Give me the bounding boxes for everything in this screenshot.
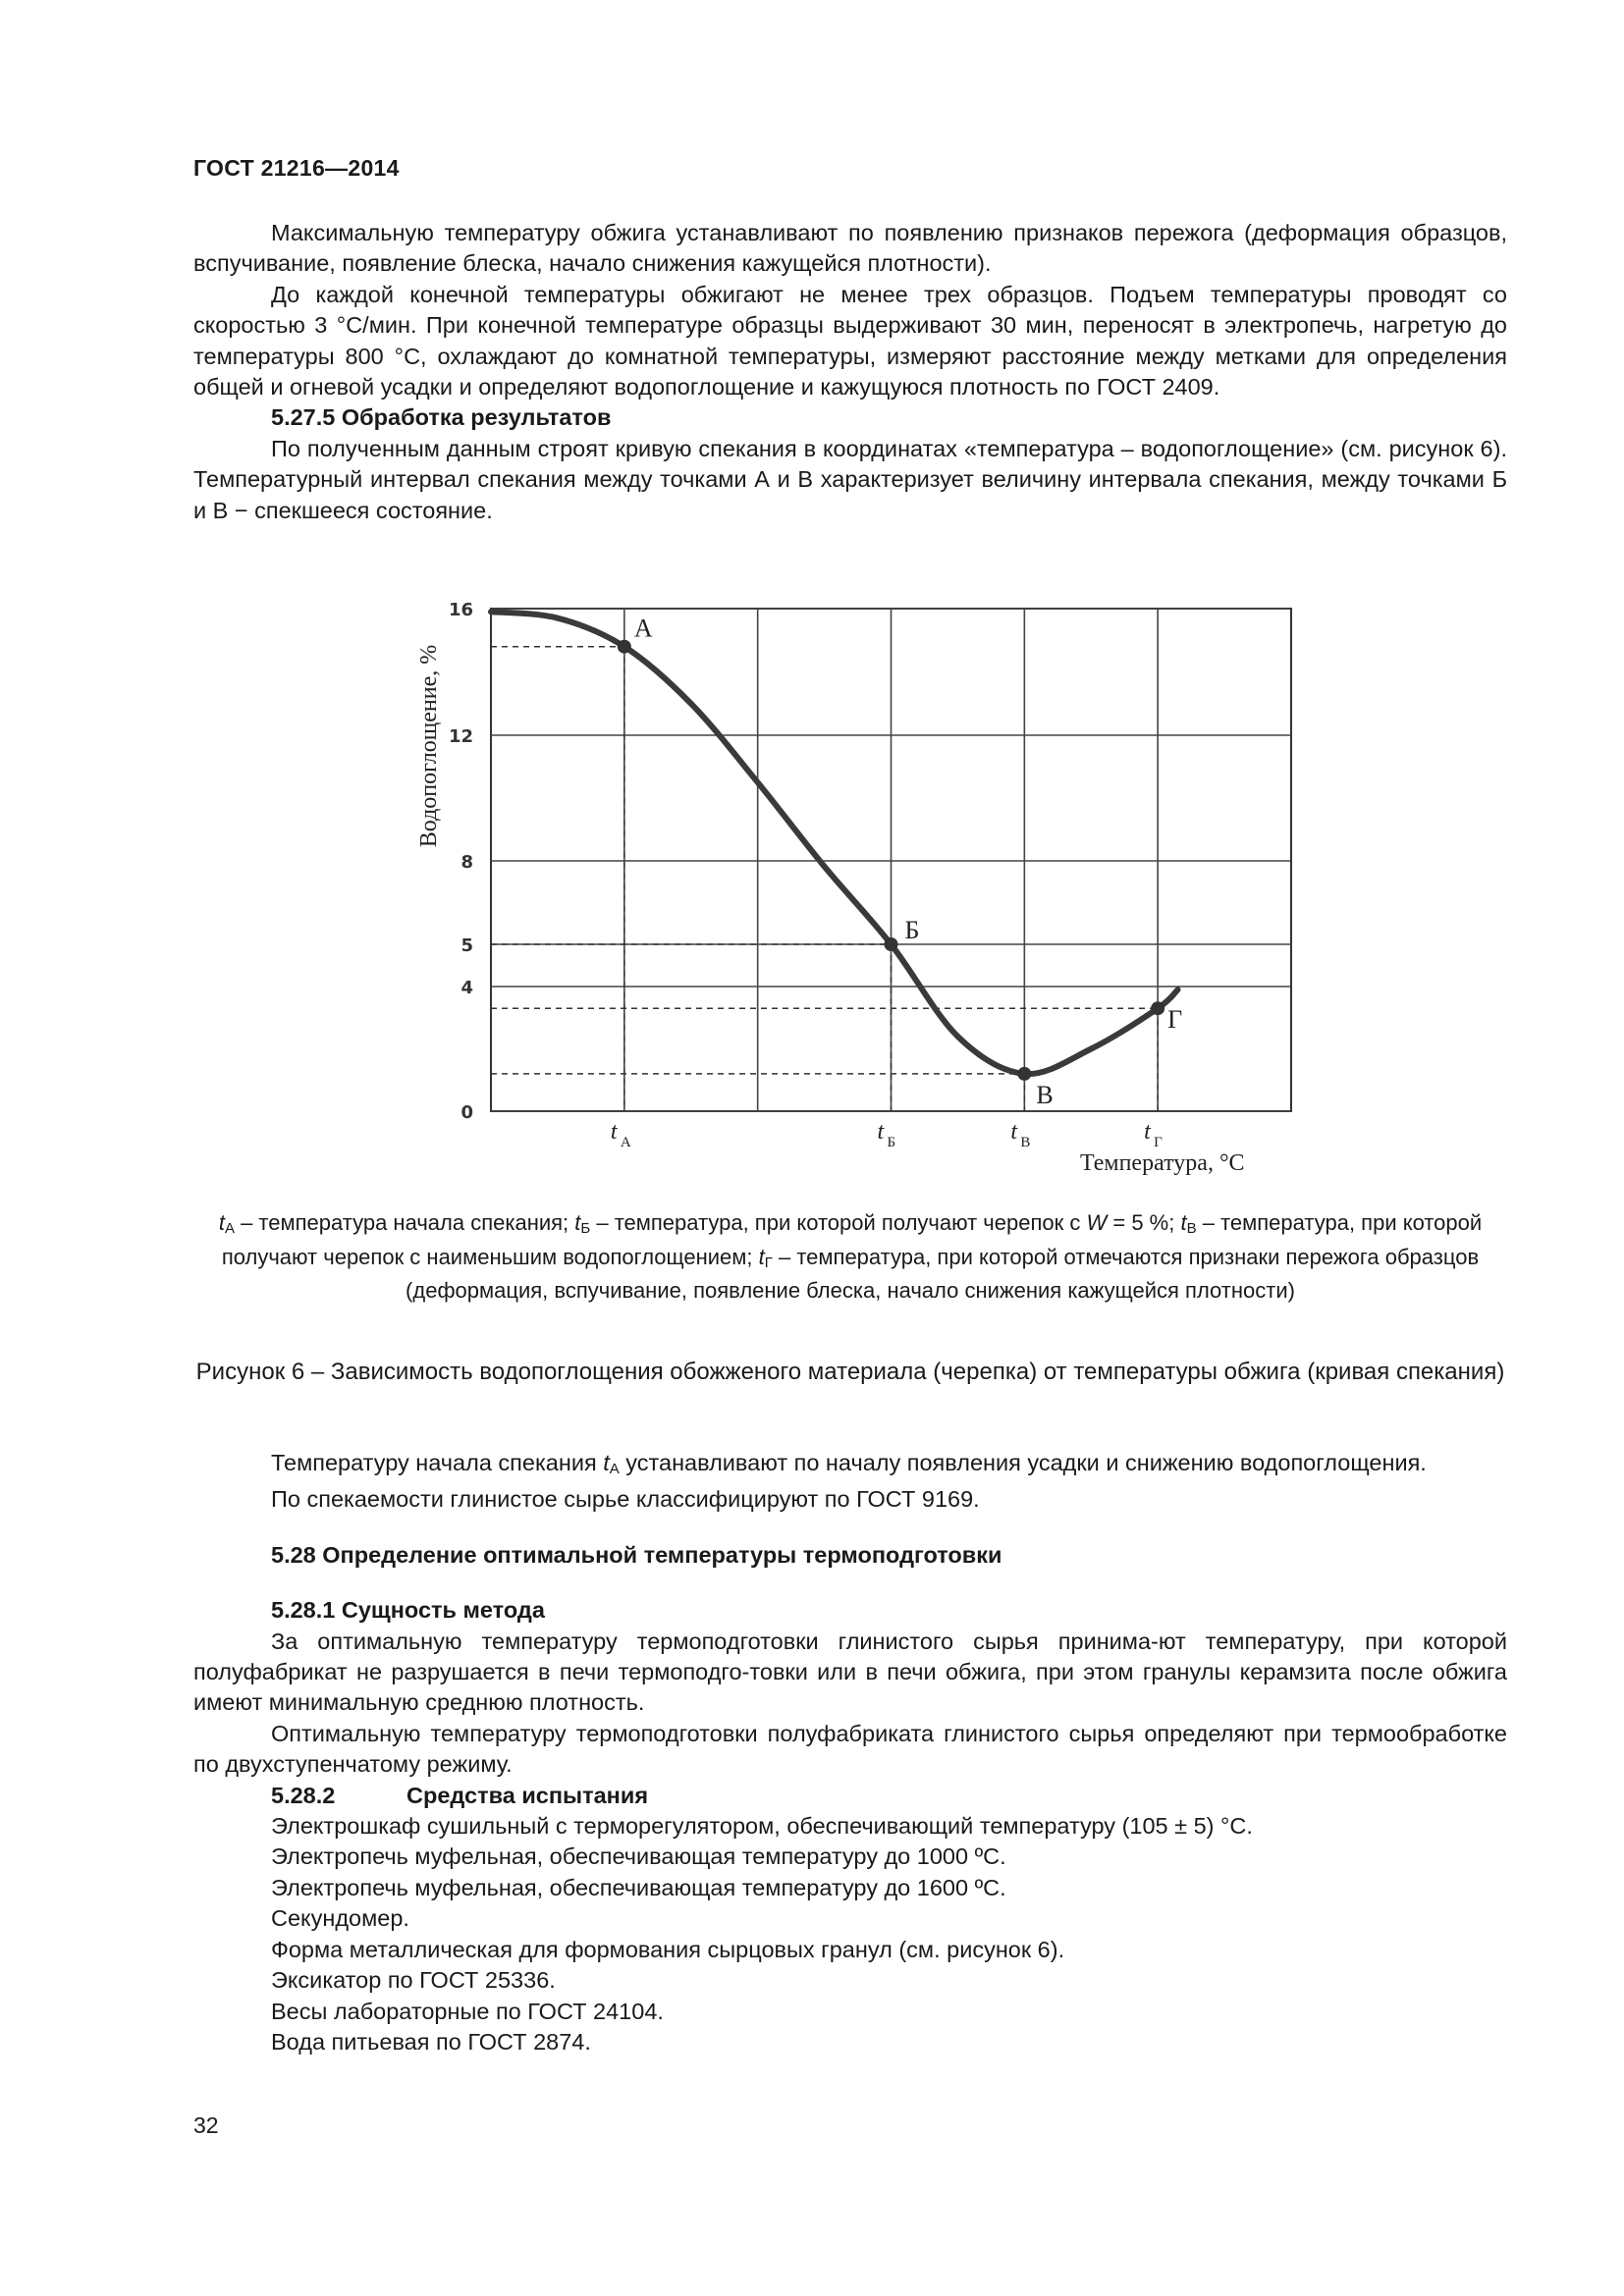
paragraph: Оптимальную температуру термоподготовки полуфабриката глинистого сырья определяют при термообработке по двухступенчатому режиму.	[193, 1720, 1507, 1778]
point-label: А	[633, 614, 653, 643]
x-tick-sub: А	[620, 1135, 631, 1150]
t-sub: Г	[764, 1254, 773, 1271]
x-axis-title: Температура, °С	[1080, 1150, 1245, 1176]
section-text-top	[193, 218, 1507, 526]
sintering-curve-chart	[412, 589, 1296, 1188]
figure-title: Рисунок 6 – Зависимость водопоглощения обожженого материала (черепка) от температуры обжига (кривая спекания)	[195, 1359, 1505, 1385]
t-sub: А	[609, 1461, 620, 1477]
point-label: Б	[904, 916, 920, 944]
section-heading	[193, 1781, 1507, 1811]
x-tick-label: t	[610, 1119, 618, 1145]
t-symbol: t	[758, 1244, 765, 1269]
y-tick-label: 12	[448, 726, 473, 747]
y-tick-label: 5	[460, 935, 473, 956]
x-tick-sub: Г	[1154, 1135, 1163, 1150]
t-symbol: t	[1180, 1210, 1187, 1235]
t-sub: В	[1186, 1220, 1197, 1237]
page-number: 32	[193, 2112, 219, 2138]
text-run: устанавливают по началу появления усадки и снижению водопоглощения.	[619, 1450, 1427, 1475]
t-sub: А	[224, 1220, 235, 1237]
x-tick-label: t	[1144, 1119, 1151, 1145]
section-heading: 5.28.1 Сущность метода	[271, 1597, 545, 1624]
section-heading: 5.28 Определение оптимальной температуры термоподготовки	[271, 1541, 1002, 1568]
y-tick-label: 16	[448, 600, 473, 620]
paragraph: До каждой конечной температуры обжигают не менее трех образцов. Подъем температуры проводят со скоростью 3 °С/мин. При конечной температуре образцы выдерживают 30 мин, переносят в электропечь, нагретую до температуры 800 °С, охлаждают до комнатной температуры, измеряют расстояние между метками для определения общей и огневой усадки и определяют водопоглощение и кажущуюся плотность по ГОСТ 2409.	[193, 281, 1507, 400]
paragraph: По спекаемости глинистое сырье классифицируют по ГОСТ 9169.	[271, 1486, 980, 1513]
curve-point	[618, 640, 631, 654]
text-run: Температуру начала спекания	[271, 1450, 604, 1475]
paragraph: Максимальную температуру обжига устанавливают по появлению признаков пережога (деформация образцов, вспучивание, появление блеска, начало снижения кажущейся плотности).	[193, 220, 1507, 277]
heading-text: Средства испытания	[406, 1782, 649, 1808]
equipment-item: Электропечь муфельная, обеспечивающая температуру до 1000 ºС.	[271, 1843, 1006, 1870]
legend-text: – температура, при которой отмечаются признаки пережога образцов (деформация, вспучивание, появление блеска, начало снижения кажущейся плотности)	[406, 1244, 1480, 1304]
x-tick-sub: В	[1020, 1135, 1031, 1150]
heading-number: 5.28.2	[271, 1782, 336, 1808]
paragraph	[193, 1448, 1507, 1484]
curve-point	[1017, 1067, 1031, 1081]
equipment-item: Весы лабораторные по ГОСТ 24104.	[271, 1998, 664, 2024]
legend-text: = 5 %;	[1107, 1210, 1181, 1235]
equipment-item: Электрошкаф сушильный с терморегулятором, обеспечивающий температуру (105 ± 5) °С.	[271, 1813, 1253, 1840]
legend-text: – температура, при которой получают черепок с	[590, 1210, 1087, 1235]
curve-point	[885, 937, 898, 951]
x-tick-sub: Б	[887, 1135, 896, 1150]
chart-svg	[412, 589, 1296, 1188]
section-heading: 5.27.5 Обработка результатов	[271, 404, 612, 431]
legend-text: – температура, при которой получают черепок с наименьшим водопоглощением;	[221, 1210, 1483, 1269]
t-symbol: t	[574, 1210, 581, 1235]
point-label: Г	[1167, 1005, 1183, 1035]
figure-legend	[193, 1209, 1507, 1306]
t-sub: Б	[580, 1220, 591, 1237]
sintering-curve	[491, 612, 1178, 1074]
t-symbol: t	[603, 1450, 610, 1475]
point-label: В	[1036, 1080, 1054, 1109]
t-symbol: t	[218, 1210, 225, 1235]
equipment-item: Электропечь муфельная, обеспечивающая температуру до 1600 ºС.	[271, 1874, 1006, 1900]
legend-text: – температура начала спекания;	[234, 1210, 575, 1235]
y-tick-label: 4	[460, 978, 473, 998]
equipment-item: Форма металлическая для формования сырцовых гранул (см. рисунок 6).	[271, 1936, 1065, 1962]
paragraph: За оптимальную температуру термоподготовки глинистого сырья принима-ют температуру, при которой полуфабрикат не разрушается в печи термоподго-товки или в печи обжига, при этом гранулы керамзита после обжига имеют минимальную среднюю плотность.	[193, 1628, 1507, 1716]
curve-point	[1151, 1001, 1164, 1015]
paragraph: По полученным данным строят кривую спекания в координатах «температура – водопоглощение» (см. рисунок 6). Температурный интервал спекания между точками А и В характеризует величину интервала спекания, между точками Б и В − спекшееся состояние.	[193, 435, 1507, 523]
y-tick-label: 8	[460, 852, 473, 873]
equipment-item: Эксикатор по ГОСТ 25336.	[271, 1967, 556, 1994]
x-tick-label: t	[1010, 1119, 1018, 1145]
y-tick-label: 0	[460, 1102, 473, 1123]
equipment-item: Секундомер.	[271, 1905, 409, 1932]
equipment-item: Вода питьевая по ГОСТ 2874.	[271, 2028, 591, 2055]
w-symbol: W	[1086, 1210, 1108, 1235]
document-header: ГОСТ 21216—2014	[193, 155, 400, 181]
x-tick-label: t	[877, 1119, 885, 1145]
section-text-bottom	[193, 1448, 1507, 2057]
y-axis-title: Водопоглощение, %	[416, 644, 442, 848]
